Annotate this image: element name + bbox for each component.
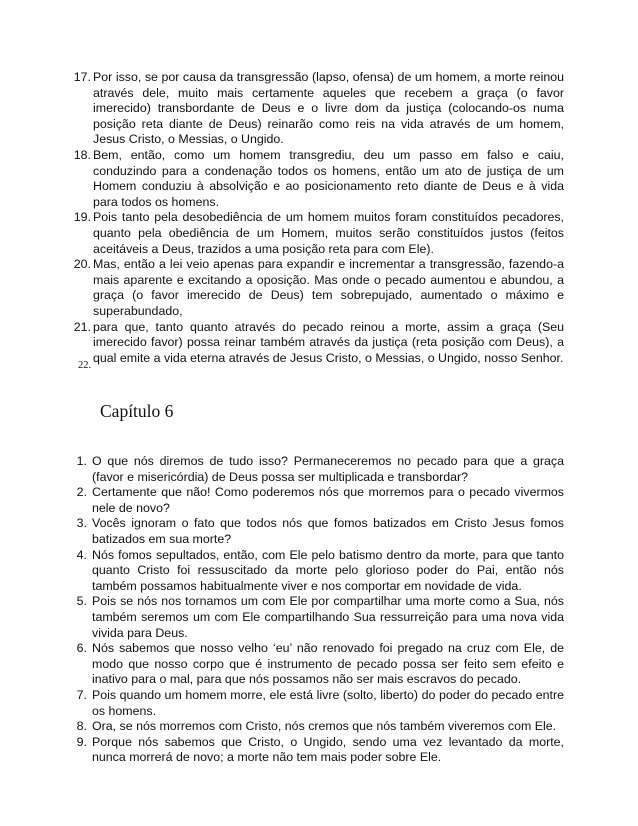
verse-number: 5. bbox=[76, 594, 87, 609]
verse-number: 9. bbox=[76, 734, 87, 749]
verse-text: Pois se nós nos tornamos um com Ele por compartilhar uma morte como a Sua, nós também seremos um com Ele compartilhando Sua ressurreição para uma nova vida vivida para Deus. bbox=[92, 594, 564, 640]
verse-text: Pois tanto pela desobediência de um homem muitos foram constituídos pecadores, quanto pela obediência de um Homem, muitos serão constituídos justos (feitos aceitáveis a Deus, trazidos a uma posição reta para com Ele). bbox=[93, 210, 564, 256]
verse-text: Mas, então a lei veio apenas para expandir e incrementar a transgressão, fazendo-a mais aparente e excitando a oposição. Mas onde o pecado aumentou e abundou, a graça (o favor imerecido de Deus) tem sobrepujado, aumentado o máximo e superabundado, bbox=[93, 257, 564, 318]
verse-number: 6. bbox=[76, 641, 87, 656]
verse-item bbox=[78, 548, 564, 595]
verse-number: 3. bbox=[76, 516, 87, 531]
chapter-title: Capítulo 6 bbox=[100, 401, 174, 421]
verse-number: 2. bbox=[76, 485, 87, 500]
verse-item bbox=[78, 641, 564, 688]
verse-number: 18. bbox=[73, 147, 91, 162]
verse-text: Certamente que não! Como poderemos nós que morremos para o pecado vivermos nele de novo? bbox=[92, 485, 564, 515]
verse-text: Vocês ignoram o fato que todos nós que fomos batizados em Cristo Jesus fomos batizados em sua morte? bbox=[92, 516, 564, 546]
empty-verse-number: 22. bbox=[78, 360, 92, 371]
chapter-verse-list bbox=[78, 454, 564, 766]
verse-number: 4. bbox=[76, 547, 87, 562]
verse-number: 20. bbox=[73, 257, 91, 272]
verse-text: O que nós diremos de tudo isso? Permaneceremos no pecado para que a graça (favor e misericórdia) de Deus possa ser multiplicada e transbordar? bbox=[92, 454, 564, 484]
verse-text: Bem, então, como um homem transgrediu, deu um passo em falso e caiu, conduzindo para a condenação todos os homens, então um ato de justiça de um Homem conduziu à absolvição e ao posicionamento reto diante de Deus e à vida para todos os homens. bbox=[93, 147, 564, 209]
verse-item bbox=[73, 257, 564, 319]
verse-item bbox=[73, 210, 564, 257]
verse-text: Nós sabemos que nosso velho ‘eu’ não renovado foi pregado na cruz com Ele, de modo que nosso corpo que é instrumento de pecado possa ser feito sem efeito e inativo para o mal, para que nós possamos não ser mais escravos do pecado. bbox=[92, 641, 564, 687]
verse-text: para que, tanto quanto através do pecado reinou a morte, assim a graça (Seu imerecido favor) possa reinar também através da justiça (reta posição com Deus), a qual emite a vida eterna através de Jesus Cristo, o Messias, o Ungido, nosso Senhor. bbox=[93, 319, 564, 365]
verse-item bbox=[78, 688, 564, 719]
verse-number: 8. bbox=[76, 719, 87, 734]
verse-item bbox=[78, 719, 564, 735]
verse-item bbox=[73, 319, 564, 367]
verse-number: 21. bbox=[73, 319, 91, 334]
verse-text: Por isso, se por causa da transgressão (lapso, ofensa) de um homem, a morte reinou através dele, muito mais certamente aqueles que recebem a graça (o favor imerecido) transbordante de Deus e o livre dom da justiça (colocando-os numa posição reta diante de Deus) reinarão como reis na vida através de um homem, Jesus Cristo, o Messias, o Ungido. bbox=[93, 70, 564, 147]
verse-text: Porque nós sabemos que Cristo, o Ungido, sendo uma vez levantado da morte, nunca morrerá de novo; a morte não tem mais poder sobre Ele. bbox=[92, 734, 564, 765]
verse-number: 19. bbox=[73, 210, 91, 225]
verse-item bbox=[73, 70, 564, 148]
verse-item bbox=[73, 147, 564, 210]
verse-item bbox=[78, 485, 564, 516]
verse-item bbox=[78, 454, 564, 485]
verse-number: 7. bbox=[76, 687, 87, 702]
verse-number: 17. bbox=[73, 70, 91, 84]
verse-item bbox=[78, 516, 564, 547]
verse-number: 1. bbox=[76, 454, 87, 468]
verse-text: Ora, se nós morremos com Cristo, nós cremos que nós também viveremos com Ele. bbox=[92, 719, 557, 734]
verse-text: Pois quando um homem morre, ele está livre (solto, liberto) do poder do pecado entre os homens. bbox=[92, 687, 564, 718]
verse-item bbox=[78, 735, 564, 766]
verse-item bbox=[78, 594, 564, 641]
previous-chapter-verse-list bbox=[73, 70, 564, 366]
verse-text: Nós fomos sepultados, então, com Ele pelo batismo dentro da morte, para que tanto quanto Cristo foi ressuscitado da morte pelo glorioso poder do Pai, então nós também possamos habitualmente viver e nos comportar em novidade de vida. bbox=[92, 547, 564, 593]
